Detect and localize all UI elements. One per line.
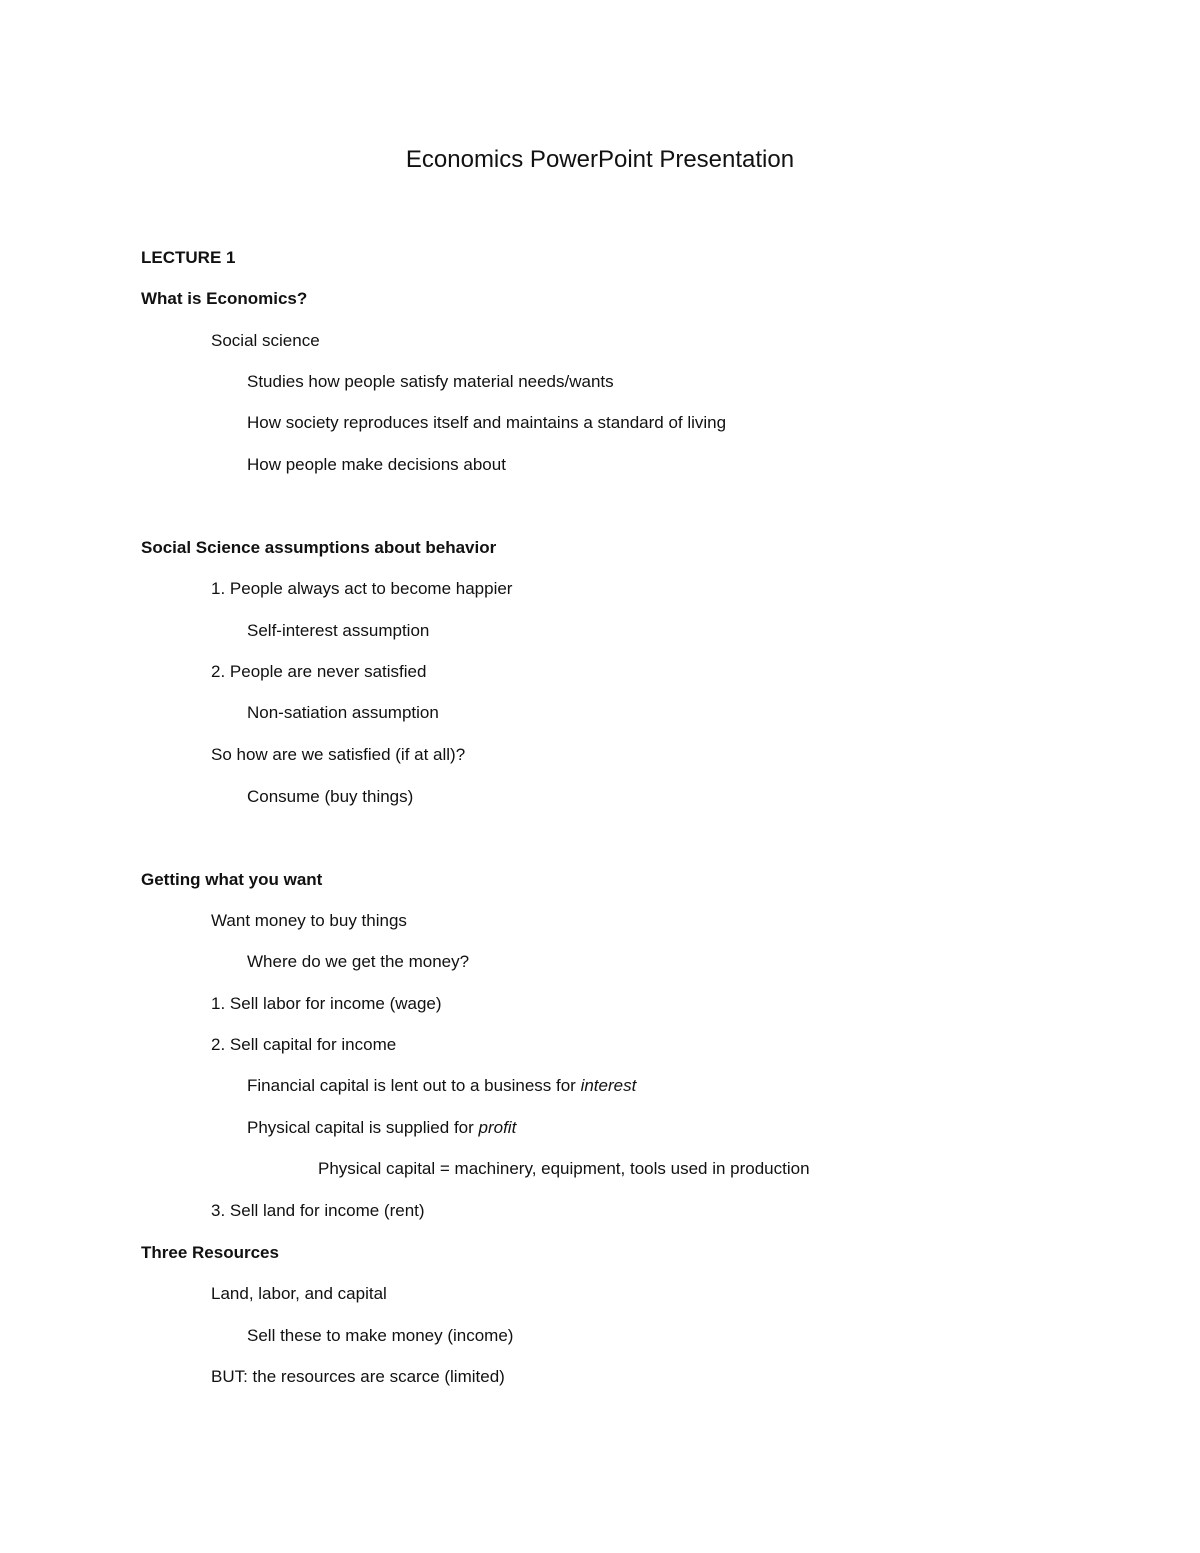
list-item: 1. People always act to become happier xyxy=(211,579,513,598)
list-item: BUT: the resources are scarce (limited) xyxy=(211,1367,505,1386)
section-heading-assumptions: Social Science assumptions about behavior xyxy=(141,538,497,557)
section-heading-getting-what-you-want: Getting what you want xyxy=(141,870,323,889)
emphasis-text: interest xyxy=(580,1076,637,1095)
list-item: 2. Sell capital for income xyxy=(211,1035,397,1054)
list-item: Self-interest assumption xyxy=(247,621,430,640)
list-item xyxy=(247,1075,636,1097)
list-item: Non-satiation assumption xyxy=(247,703,439,722)
list-item: Land, labor, and capital xyxy=(211,1284,387,1303)
emphasis-text: profit xyxy=(478,1118,517,1137)
list-item: Studies how people satisfy material needs/wants xyxy=(247,372,614,391)
list-item: How people make decisions about xyxy=(247,455,506,474)
list-item xyxy=(247,1117,516,1139)
list-item: 2. People are never satisfied xyxy=(211,662,427,681)
document-title: Economics PowerPoint Presentation xyxy=(405,146,795,173)
lecture-label: LECTURE 1 xyxy=(141,248,236,267)
list-item-text: Financial capital is lent out to a business for xyxy=(247,1076,581,1095)
list-item: Consume (buy things) xyxy=(247,787,414,806)
list-item-text: Physical capital is supplied for xyxy=(247,1118,479,1137)
list-item: Social science xyxy=(211,331,320,350)
list-item: How society reproduces itself and maintains a standard of living xyxy=(247,413,727,432)
list-item: 3. Sell land for income (rent) xyxy=(211,1201,425,1220)
list-item: So how are we satisfied (if at all)? xyxy=(211,745,466,764)
list-item: Where do we get the money? xyxy=(247,952,470,971)
section-heading-three-resources: Three Resources xyxy=(141,1243,279,1262)
section-heading-what-is-economics: What is Economics? xyxy=(141,289,308,308)
list-item: 1. Sell labor for income (wage) xyxy=(211,994,442,1013)
list-item: Physical capital = machinery, equipment, tools used in production xyxy=(318,1159,810,1178)
list-item: Want money to buy things xyxy=(211,911,407,930)
list-item: Sell these to make money (income) xyxy=(247,1326,514,1345)
